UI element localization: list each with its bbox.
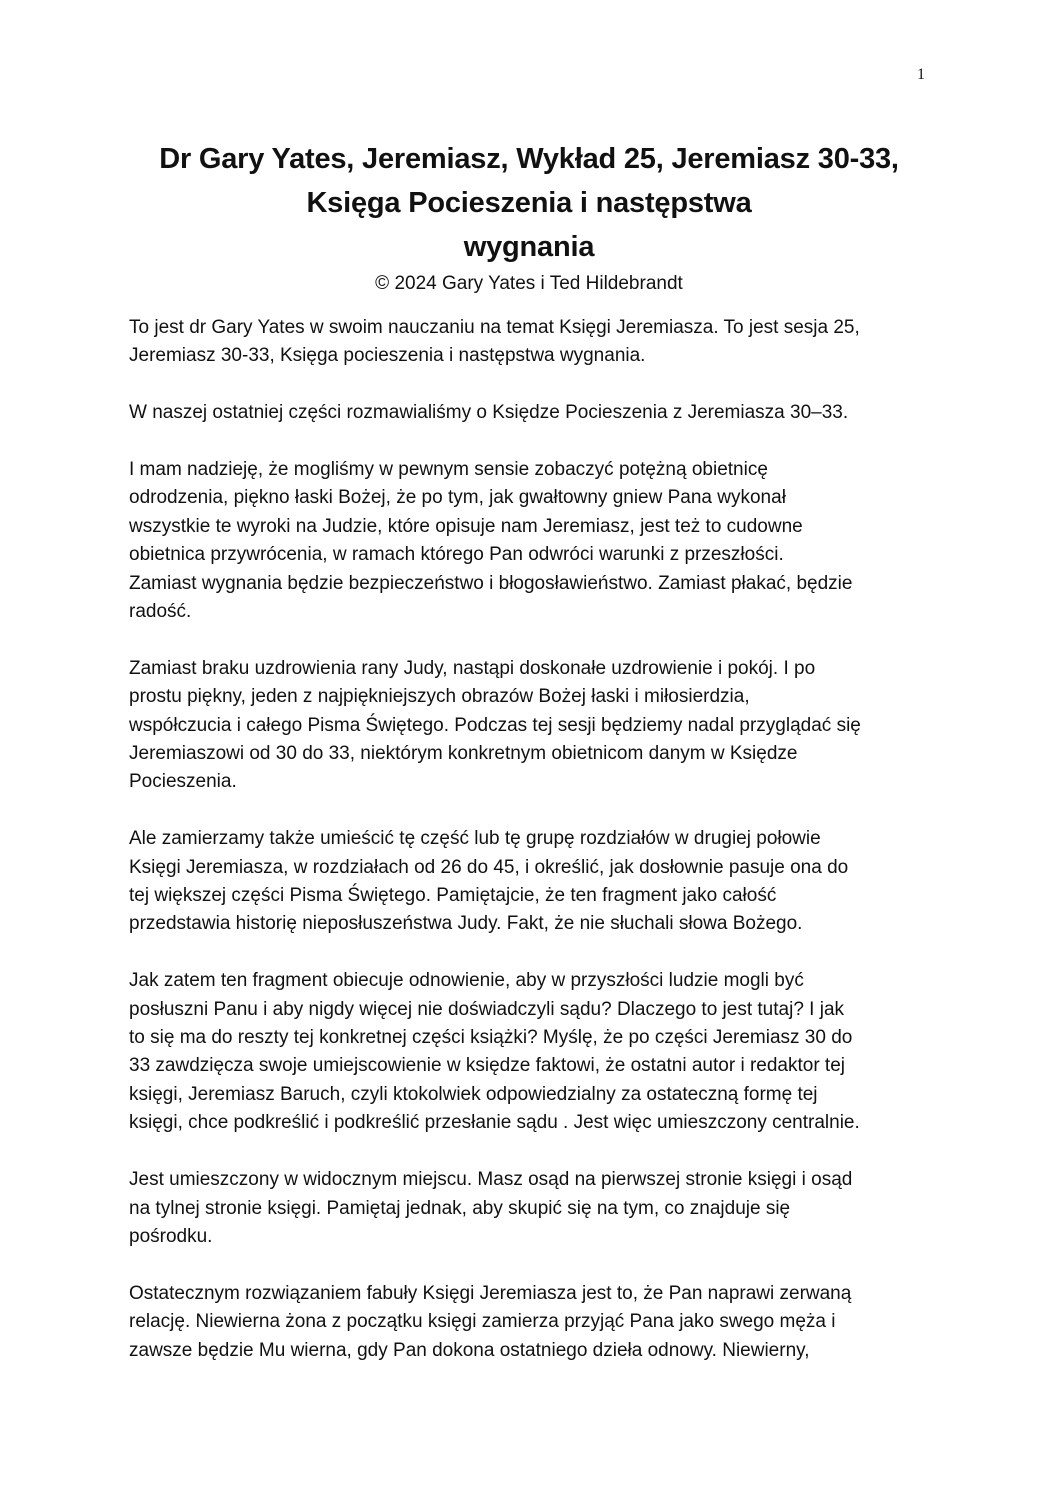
text-line: Jest umieszczony w widocznym miejscu. Masz osąd na pierwszej stronie księgi i osąd bbox=[129, 1169, 853, 1191]
text-line: pośrodku. bbox=[129, 1225, 213, 1247]
text-line: Księgi Jeremiasza, w rozdziałach od 26 do 45, i określić, jak dosłownie pasuje ona do bbox=[129, 856, 849, 878]
paragraph bbox=[129, 314, 949, 371]
text-line: Jak zatem ten fragment obiecuje odnowienie, aby w przyszłości ludzie mogli być bbox=[129, 970, 804, 992]
text-line: księgi, Jeremiasz Baruch, czyli ktokolwiek odpowiedzialny za ostateczną formę tej bbox=[129, 1083, 818, 1105]
text-line: zawsze będzie Mu wierna, gdy Pan dokona ostatniego dzieła odnowy. Niewierny, bbox=[129, 1339, 810, 1361]
text-line: Zamiast braku uzdrowienia rany Judy, nastąpi doskonałe uzdrowienie i pokój. I po bbox=[129, 657, 816, 679]
document-title-line-2: Księga Pocieszenia i następstwa bbox=[306, 187, 752, 219]
text-line: Pocieszenia. bbox=[129, 771, 237, 793]
text-line: wszystkie te wyroki na Judzie, które opisuje nam Jeremiasz, jest też to cudowne bbox=[129, 515, 803, 537]
text-line: to się ma do reszty tej konkretnej części książki? Myślę, że po części Jeremiasz 30 do bbox=[129, 1027, 853, 1049]
body-text bbox=[129, 314, 949, 1393]
text-line: W naszej ostatniej części rozmawialiśmy o Księdze Pocieszenia z Jeremiasza 30–33. bbox=[129, 402, 849, 424]
paragraph bbox=[129, 1166, 949, 1251]
text-line: Jeremiasz 30-33, Księga pocieszenia i następstwa wygnania. bbox=[129, 345, 646, 367]
text-line: odrodzenia, piękno łaski Bożej, że po tym, jak gwałtowny gniew Pana wykonał bbox=[129, 487, 786, 509]
text-line: przedstawia historię nieposłuszeństwa Judy. Fakt, że nie słuchali słowa Bożego. bbox=[129, 913, 803, 935]
text-line: Jeremiaszowi od 30 do 33, niektórym konkretnym obietnicom danym w Księdze bbox=[129, 743, 798, 765]
paragraph bbox=[129, 1280, 949, 1365]
text-line: Ale zamierzamy także umieścić tę część lub tę grupę rozdziałów w drugiej połowie bbox=[129, 828, 821, 850]
title-block bbox=[80, 137, 978, 298]
text-line: posłuszni Panu i aby nigdy więcej nie doświadczyli sądu? Dlaczego to jest tutaj? I jak bbox=[129, 998, 845, 1020]
paragraph bbox=[129, 456, 949, 626]
text-line: Ostatecznym rozwiązaniem fabuły Księgi Jeremiasza jest to, że Pan naprawi zerwaną bbox=[129, 1282, 852, 1304]
text-line: I mam nadzieję, że mogliśmy w pewnym sensie zobaczyć potężną obietnicę bbox=[129, 459, 768, 480]
text-line: Zamiast wygnania będzie bezpieczeństwo i błogosławieństwo. Zamiast płakać, będzie bbox=[129, 572, 853, 594]
paragraph bbox=[129, 825, 949, 939]
text-line: współczucia i całego Pisma Świętego. Podczas tej sesji będziemy nadal przyglądać się bbox=[129, 714, 861, 736]
paragraph bbox=[129, 399, 949, 427]
text-line: 33 zawdzięcza swoje umiejscowienie w księdze faktowi, że ostatni autor i redaktor tej bbox=[129, 1055, 845, 1077]
copyright-line: © 2024 Gary Yates i Ted Hildebrandt bbox=[375, 273, 683, 294]
text-line: relację. Niewierna żona z początku księgi zamierza przyjąć Pana jako swego męża i bbox=[129, 1311, 836, 1333]
paragraph bbox=[129, 967, 949, 1137]
text-line: tej większej części Pisma Świętego. Pamiętajcie, że ten fragment jako całość bbox=[129, 885, 777, 907]
text-line: To jest dr Gary Yates w swoim nauczaniu na temat Księgi Jeremiasza. To jest sesja 25, bbox=[129, 317, 860, 338]
text-line: prostu piękny, jeden z najpiękniejszych obrazów Bożej łaski i miłosierdzia, bbox=[129, 686, 750, 708]
text-line: na tylnej stronie księgi. Pamiętaj jednak, aby skupić się na tym, co znajduje się bbox=[129, 1197, 791, 1219]
text-line: radość. bbox=[129, 601, 192, 623]
text-line: obietnica przywrócenia, w ramach którego Pan odwróci warunki z przeszłości. bbox=[129, 544, 784, 566]
document-title-line-1: Dr Gary Yates, Jeremiasz, Wykład 25, Jeremiasz 30-33, bbox=[159, 143, 899, 175]
paragraph bbox=[129, 655, 949, 797]
text-line: księgi, chce podkreślić i podkreślić przesłanie sądu . Jest więc umieszczony centralnie. bbox=[129, 1112, 860, 1134]
page-number: 1 bbox=[917, 66, 925, 83]
document-title-line-3: wygnania bbox=[463, 231, 595, 263]
